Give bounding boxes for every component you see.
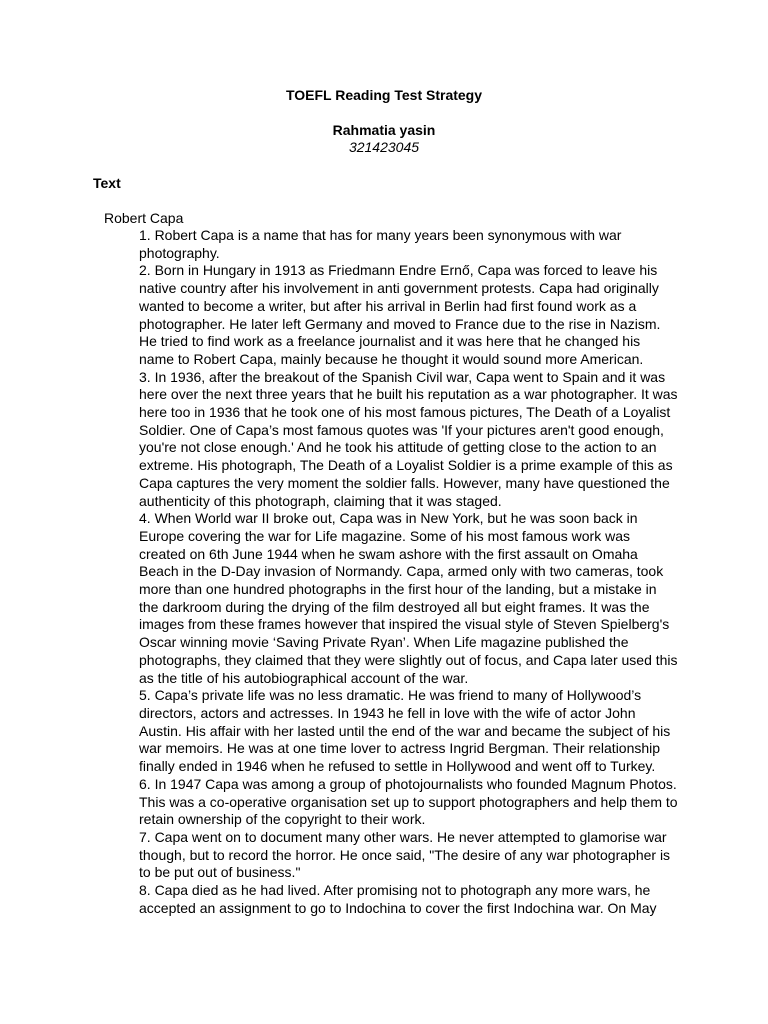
paragraph: 2. Born in Hungary in 1913 as Friedmann Endre Ernő, Capa was forced to leave his native country after his involvement in anti government protests. Capa had originally wanted to become a writer, but after his arrival in Berlin had first found work as a photographer. He later left Germany and moved to France due to the rise in Nazism. He tried to find work as a freelance journalist and it was here that he changed his name to Robert Capa, mainly because he thought it would sound more American. xyxy=(139,262,661,367)
author-name: Rahmatia yasin xyxy=(332,122,436,138)
paragraph: 7. Capa went on to document many other wars. He never attempted to glamorise war though, but to record the horror. He once said, "The desire of any war photographer is to be put out of business." xyxy=(139,828,671,881)
article-body xyxy=(139,227,679,917)
document-title: TOEFL Reading Test Strategy xyxy=(285,87,483,103)
paragraph: 3. In 1936, after the breakout of the Spanish Civil war, Capa went to Spain and it was here over the next three years that he built his reputation as a war photographer. It was here too in 1936 that he took one of his most famous pictures, The Death of a Loyalist Soldier. One of Capa’s most famous quotes was 'If your pictures aren't good enough, you're not close enough.' And he took his attitude of getting close to the action to an extreme. His photograph, The Death of a Loyalist Soldier is a prime example of this as Capa captures the very moment the soldier falls. However, many have questioned the authenticity of this photograph, claiming that it was staged. xyxy=(139,368,678,509)
article-title: Robert Capa xyxy=(104,210,184,226)
paragraph: 4. When World war II broke out, Capa was in New York, but he was soon back in Europe covering the war for Life magazine. Some of his most famous work was created on 6th June 1944 when he swam ashore with the first assault on Omaha Beach in the D-Day invasion of Normandy. Capa, armed only with two cameras, took more than one hundred photographs in the first hour of the landing, but a mistake in the darkroom during the drying of the film destroyed all but eight frames. It was the images from these frames however that inspired the visual style of Steven Spielberg's Oscar winning movie ‘Saving Private Ryan’. When Life magazine published the photographs, they claimed that they were slightly out of focus, and Capa later used this as the title of his autobiographical account of the war. xyxy=(139,510,678,686)
paragraph: 6. In 1947 Capa was among a group of photojournalists who founded Magnum Photos. This was a co-operative organisation set up to support photographers and help them to retain ownership of the copyright to their work. xyxy=(139,775,678,828)
student-id: 321423045 xyxy=(348,139,420,155)
paragraph: 1. Robert Capa is a name that has for many years been synonymous with war photography. xyxy=(139,227,622,261)
section-label: Text xyxy=(93,175,121,191)
paragraph: 5. Capa’s private life was no less dramatic. He was friend to many of Hollywood’s directors, actors and actresses. In 1943 he fell in love with the wife of actor John Austin. His affair with her lasted until the end of the war and became the subject of his war memoirs. He was at one time lover to actress Ingrid Bergman. Their relationship finally ended in 1946 when he refused to settle in Hollywood and went off to Turkey. xyxy=(139,687,671,775)
paragraph: 8. Capa died as he had lived. After promising not to photograph any more wars, he accepted an assignment to go to Indochina to cover the first Indochina war. On May xyxy=(139,882,657,916)
